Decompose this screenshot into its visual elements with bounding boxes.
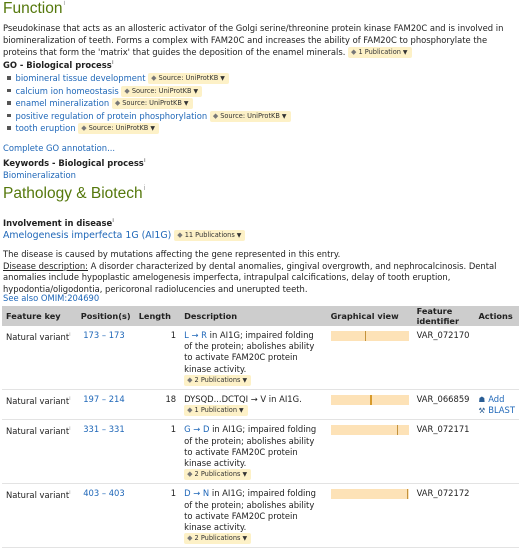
go-term-item xyxy=(3,85,291,98)
basket-icon: ☗ xyxy=(478,395,486,405)
length-cell: 1 xyxy=(135,484,180,548)
chevron-down-icon: ▼ xyxy=(402,49,408,56)
go-term-list xyxy=(3,72,291,135)
feature-id-cell: VAR_072171 xyxy=(413,420,475,484)
feature-graphic[interactable] xyxy=(331,331,409,341)
publication-badge-label: 1 Publication xyxy=(358,48,401,56)
chevron-down-icon: ▼ xyxy=(236,232,242,239)
feature-id-cell: VAR_072170 xyxy=(413,326,475,390)
pathology-section-header xyxy=(3,185,145,203)
go-biological-process-title xyxy=(3,60,114,70)
table-row xyxy=(2,420,519,484)
description-cell xyxy=(180,390,326,420)
length-cell: 1 xyxy=(135,326,180,390)
publications-badge[interactable] xyxy=(184,375,251,386)
chevron-down-icon: ▼ xyxy=(239,407,244,415)
description-cell xyxy=(180,484,326,548)
positions-cell xyxy=(77,326,135,390)
tag-icon: ◆ xyxy=(81,124,87,132)
bullet-icon xyxy=(7,76,11,80)
bullet-icon xyxy=(7,89,11,93)
positions-link[interactable]: 331 – 331 xyxy=(83,424,125,435)
add-button[interactable] xyxy=(478,394,515,405)
source-badge-label: Source: UniProtKB xyxy=(131,86,192,95)
bullet-icon xyxy=(7,101,11,105)
omim-link[interactable]: See also OMIM:204690 xyxy=(3,293,100,303)
feature-graphic[interactable] xyxy=(331,395,409,405)
go-title-text: GO - Biological process xyxy=(3,60,112,70)
keywords-title xyxy=(3,158,146,168)
column-header-description[interactable] xyxy=(180,306,326,326)
tag-icon: ◆ xyxy=(114,99,121,107)
feature-key-text: Natural variant xyxy=(6,490,70,501)
source-badge[interactable] xyxy=(148,73,229,84)
disease-name-link[interactable]: Amelogenesis imperfecta 1G (AI1G) xyxy=(3,230,172,241)
source-badge[interactable] xyxy=(210,111,291,122)
complete-go-annotation-link[interactable]: Complete GO annotation... xyxy=(3,143,116,153)
pathology-title: Pathology & Biotech xyxy=(3,185,143,202)
variant-position-marker[interactable] xyxy=(407,489,408,499)
tag-icon: ◆ xyxy=(351,48,357,56)
column-header-label: Actions xyxy=(478,311,513,321)
column-header-positions[interactable] xyxy=(77,306,135,326)
chevron-down-icon: ▼ xyxy=(242,471,248,479)
tag-icon: ◆ xyxy=(187,534,193,543)
length-cell: 18 xyxy=(135,390,180,420)
disease-description-text: A disorder characterized by dental anomalies, gingival overgrowth, and nephrocalcinosis. Dental anomalies include hypoplastic amelogenesis imperfecta, intrapulpal calcifications, delay of tooth eruption, hypodontia/oligodontia, pericoronal radiolucencies and unerupted teeth. xyxy=(3,261,497,294)
publications-badge-label: 2 Publications xyxy=(194,375,241,384)
function-title: Function xyxy=(3,0,63,17)
column-header-label: Position(s) xyxy=(80,311,131,321)
variant-description-text: in AI1G. xyxy=(266,394,302,405)
graphical-view-cell xyxy=(327,420,413,484)
feature-key-cell xyxy=(2,326,77,390)
source-badge[interactable] xyxy=(121,86,202,97)
variant-change-link[interactable]: D → N xyxy=(184,488,210,499)
source-badge-label: Source: UniProtKB xyxy=(88,124,149,132)
column-header-label: Length xyxy=(138,311,171,321)
description-cell xyxy=(180,326,326,390)
publications-badge[interactable] xyxy=(184,469,251,480)
chevron-down-icon: ▼ xyxy=(183,100,189,107)
actions-cell xyxy=(474,390,519,420)
positions-cell xyxy=(77,484,135,548)
variant-change-text: DYSQD...DCTQI → V xyxy=(184,394,267,405)
blast-label: BLAST xyxy=(488,405,515,416)
variant-description-text: in AI1G; impaired folding of the protein; abolishes ability to activate FAM20C protein kinase activity. xyxy=(184,424,317,469)
actions-cell xyxy=(474,326,519,390)
source-badge[interactable] xyxy=(112,98,193,109)
publications-badge-label: 2 Publications xyxy=(194,534,241,543)
length-cell: 1 xyxy=(135,420,180,484)
column-header-feature-identifier[interactable] xyxy=(413,306,475,326)
disease-name-row xyxy=(3,230,245,241)
keyword-link[interactable]: Biomineralization xyxy=(3,170,76,180)
help-icon[interactable]: i xyxy=(112,218,115,224)
feature-graphic[interactable] xyxy=(331,489,409,499)
table-header-row xyxy=(2,306,519,326)
column-header-label: Graphical view xyxy=(330,311,399,321)
feature-graphic[interactable] xyxy=(331,425,409,435)
chevron-down-icon: ▼ xyxy=(242,535,248,543)
positions-link[interactable]: 173 – 173 xyxy=(83,330,125,340)
source-badge-label: Source: UniProtKB xyxy=(220,111,280,120)
column-header-label: Description xyxy=(184,311,238,321)
go-term-link[interactable]: biomineral tissue development xyxy=(15,73,146,83)
table-row xyxy=(2,326,519,390)
help-icon[interactable]: i xyxy=(143,185,146,192)
column-header-graphical-view xyxy=(327,306,413,326)
tag-icon: ◆ xyxy=(187,406,193,415)
source-badge-label: Source: UniProtKB xyxy=(122,99,182,107)
help-icon[interactable]: i xyxy=(69,426,71,433)
feature-key-text: Natural variant xyxy=(6,426,70,437)
feature-key-cell xyxy=(2,484,77,548)
description-cell xyxy=(180,420,326,484)
variant-position-marker[interactable] xyxy=(397,425,398,435)
help-icon[interactable]: i xyxy=(69,396,71,403)
source-badge-label: Source: UniProtKB xyxy=(158,74,219,82)
keywords-title-text: Keywords - Biological process xyxy=(3,158,144,168)
chevron-down-icon: ▼ xyxy=(281,112,287,120)
table-row xyxy=(2,390,519,420)
help-icon[interactable]: i xyxy=(69,332,71,338)
publications-badge[interactable] xyxy=(184,405,248,416)
publications-badge[interactable] xyxy=(174,230,245,241)
bullet-icon xyxy=(7,126,11,130)
function-section-header xyxy=(3,0,65,18)
natural-variant-table xyxy=(2,306,519,548)
blast-icon: ⚒ xyxy=(478,406,486,416)
publications-badge-label: 2 Publications xyxy=(194,470,241,479)
chevron-down-icon: ▼ xyxy=(193,87,199,95)
variant-position-marker[interactable] xyxy=(365,331,366,341)
go-term-item xyxy=(3,72,291,85)
bullet-icon xyxy=(7,114,11,118)
go-term-link[interactable]: positive regulation of protein phosphorylation xyxy=(15,110,208,121)
function-description xyxy=(3,22,518,58)
go-term-link[interactable]: calcium ion homeostasis xyxy=(15,85,119,96)
variant-position-marker[interactable] xyxy=(370,395,372,405)
publication-badge[interactable] xyxy=(348,47,412,58)
variant-change-link[interactable]: L → R xyxy=(184,330,207,340)
feature-key-cell xyxy=(2,420,77,484)
feature-key-cell xyxy=(2,390,77,420)
help-icon[interactable]: i xyxy=(143,158,146,164)
positions-link[interactable]: 403 – 403 xyxy=(83,488,125,499)
involvement-in-disease-title xyxy=(3,218,114,228)
graphical-view-cell xyxy=(327,484,413,548)
graphical-view-cell xyxy=(327,390,413,420)
table-row xyxy=(2,484,519,548)
tag-icon: ◆ xyxy=(151,74,157,82)
publications-badge[interactable] xyxy=(184,533,251,544)
graphical-view-cell xyxy=(327,326,413,390)
go-term-item xyxy=(3,110,291,123)
go-term-link[interactable]: enamel mineralization xyxy=(15,98,110,108)
help-icon[interactable]: i xyxy=(69,490,71,497)
add-label: Add xyxy=(488,394,505,405)
feature-key-text: Natural variant xyxy=(6,395,70,406)
tag-icon: ◆ xyxy=(124,86,130,95)
feature-id-cell: VAR_072172 xyxy=(413,484,475,548)
chevron-down-icon: ▼ xyxy=(242,376,248,384)
go-term-link[interactable]: tooth eruption xyxy=(15,123,76,133)
help-icon[interactable]: i xyxy=(111,60,114,66)
tag-icon: ◆ xyxy=(187,470,193,479)
variant-change-link[interactable]: G → D xyxy=(184,424,210,435)
function-text: Pseudokinase that acts as an allosteric activator of the Golgi serine/threonine protein kinase FAM20C and is involved in biomineralization of teeth. Forms a complex with FAM20C and increases the ability of FAM20C to phosphorylate the proteins that form the 'matrix' that guides the deposition of the enamel minerals. xyxy=(3,23,504,57)
actions-cell xyxy=(474,420,519,484)
publications-badge-label: 1 Publication xyxy=(194,406,238,415)
tag-icon: ◆ xyxy=(177,231,183,239)
tag-icon: ◆ xyxy=(212,111,219,120)
column-header-length[interactable] xyxy=(135,306,180,326)
publications-badge-label: 11 Publications xyxy=(184,231,235,239)
column-header-label: Feature key xyxy=(6,311,61,321)
disease-description xyxy=(3,261,518,295)
column-header-label: Feature identifier xyxy=(416,306,460,326)
involvement-title-text: Involvement in disease xyxy=(3,218,113,228)
help-icon[interactable]: i xyxy=(63,0,66,7)
go-term-item xyxy=(3,97,291,110)
disease-description-label: Disease description: xyxy=(3,261,88,271)
actions-cell xyxy=(474,484,519,548)
positions-cell xyxy=(77,420,135,484)
chevron-down-icon: ▼ xyxy=(150,125,155,132)
go-term-item xyxy=(3,122,291,135)
positions-cell xyxy=(77,390,135,420)
tag-icon: ◆ xyxy=(187,375,193,384)
column-header-actions xyxy=(474,306,519,326)
feature-id-cell: VAR_066859 xyxy=(413,390,475,420)
feature-key-text: Natural variant xyxy=(6,331,70,342)
positions-link[interactable]: 197 – 214 xyxy=(83,394,125,405)
blast-button[interactable] xyxy=(478,405,515,416)
chevron-down-icon: ▼ xyxy=(220,75,225,82)
variant-description-text: in AI1G; impaired folding of the protein; abolishes ability to activate FAM20C protein kinase activity. xyxy=(184,330,315,374)
disease-note: The disease is caused by mutations affecting the gene represented in this entry. xyxy=(3,249,341,259)
source-badge[interactable] xyxy=(78,123,159,134)
variant-description-text: in AI1G; impaired folding of the protein; abolishes ability to activate FAM20C protein kinase activity. xyxy=(184,488,316,533)
column-header-feature-key[interactable] xyxy=(2,306,77,326)
